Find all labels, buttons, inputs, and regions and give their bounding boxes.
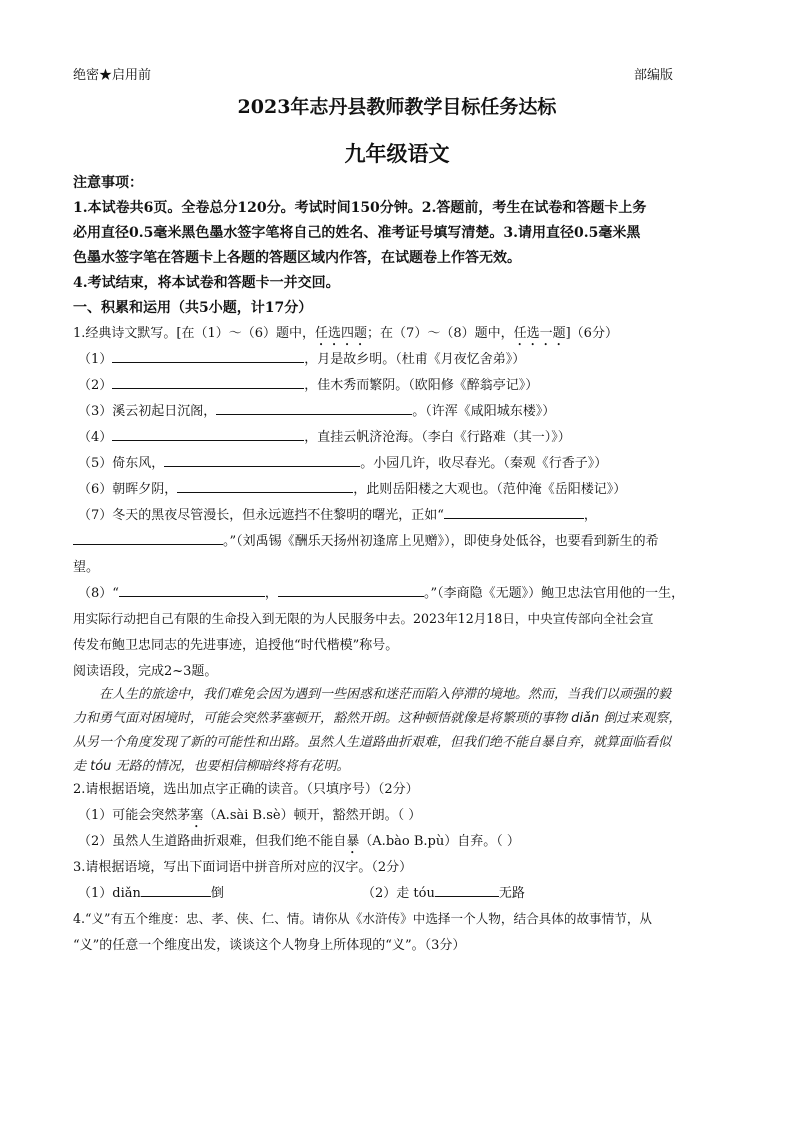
q1-item-8 [78,582,684,601]
answer-blank[interactable] [112,349,304,363]
reading-intro: 阅读语段，完成2~3题。 [73,664,218,679]
q3-item-2 [362,882,525,901]
q1-emphasis-text: 任选一题 [513,326,566,341]
item-text: （2）虽然人生道路曲折艰难，但我们绝不能自 [78,834,347,849]
q1-item-7 [78,504,597,523]
question-1-stem [73,322,618,349]
q1-item-3 [78,400,555,419]
question-4-stem: 4.“义”有五个维度：忠、孝、侠、仁、情。请你从《水浒传》中选择一个人物，结合具体的故事情节，从 [73,911,653,926]
item-text: ，此则岳阳楼之大观也。（范仲淹《岳阳楼记》） [353,482,627,497]
passage-line: 力和勇气面对困境时，可能会突然茅塞顿开，豁然开朗。这种顿悟就像是将繁琐的事物 diǎn 倒过来观察， [73,711,682,726]
item-text: 无路 [498,886,525,901]
passage-line: 在人生的旅途中，我们难免会因为遇到一些困惑和迷茫而陷入停滞的境地。然而，当我们以顽强的毅 [99,687,672,702]
edition-label: 部编版 [634,68,674,83]
notice-heading: 注意事项： [73,175,143,191]
answer-blank[interactable] [216,401,412,415]
item-text: ，佳木秀而繁阴。（欧阳修《醉翁亭记》） [304,378,539,393]
answer-blank[interactable] [435,883,499,897]
q1-stem-text: 1.经典诗文默写。[在（1）～（6）题中， [73,326,316,341]
item-text: ，直挂云帆济沧海。（李白《行路难（其一）》） [304,430,571,445]
notice-line: 4.考试结束，将本试卷和答题卡一并交回。 [73,275,340,291]
q1-item-1 [78,348,525,367]
answer-blank[interactable] [177,479,353,493]
answer-blank[interactable] [119,583,265,597]
question-2-stem: 2.请根据语境，选出加点字正确的读音。（只填序号）（2分） [73,782,419,797]
q1-item-4 [78,426,571,445]
item-text: 。”（刘禹锡《酬乐天扬州初逢席上见赠》），即使身处低谷，也要看到新生的希 [223,534,659,549]
item-text: （3）溪云初起日沉阁， [78,404,217,419]
answer-blank[interactable] [444,505,584,519]
item-text: 倒 [210,886,224,901]
item-text: ，月是故乡明。（杜甫《月夜忆舍弟》） [304,352,526,367]
dotted-char: 塞 [190,808,204,823]
item-number: （4） [78,430,113,445]
item-text: （2）走 tóu [362,886,435,901]
item-text: （8）“ [78,586,119,601]
confidential-label: 绝密★启用前 [73,68,152,83]
page-title: 2023年志丹县教师教学目标任务达标 [237,96,557,118]
item-text: （1）diǎn [78,886,141,901]
item-text: （6）朝晖夕阴， [78,482,178,497]
answer-blank[interactable] [278,583,424,597]
question-3-stem: 3.请根据语境，写出下面词语中拼音所对应的汉字。（2分） [73,860,413,875]
reading-passage [73,683,723,779]
item-number: （2） [78,378,113,393]
q1-item-7-cont [73,530,659,549]
q1-item-6 [78,478,626,497]
answer-blank[interactable] [141,883,211,897]
section-heading: 一、积累和运用（共5小题，计17分） [73,300,313,316]
notice-line: 1.本试卷共6页。全卷总分120分。考试时间150分钟。2.答题前，考生在试卷和答题卡上务 [73,200,647,216]
q2-item-1 [78,804,421,831]
answer-blank[interactable] [164,453,360,467]
item-text: （A.sài B.sè）顿开，豁然开朗。（ ） [203,808,422,823]
item-text: （A.bào B.pù）自弃。（ ） [359,834,520,849]
q1-stem-text: ]（6分） [565,326,618,341]
item-number: （1） [78,352,113,367]
passage-line: 从另一个角度发现了新的可能性和出路。虽然人生道路曲折艰难，但我们绝不能自暴自弃，就算面临看似 [73,735,672,750]
question-4-stem: “义”的任意一个维度出发，谈谈这个人物身上所体现的“义”。（3分） [73,938,466,953]
q1-item-8-cont: 传发布鲍卫忠同志的先进事迹，追授他“时代楷模”称号。 [73,638,399,653]
q2-item-2 [78,830,520,857]
answer-blank[interactable] [112,375,304,389]
q1-item-8-cont: 用实际行动把自己有限的生命投入到无限的为人民服务中去。2023年12月18日，中央宣传部向全社会宣 [73,611,654,626]
q1-item-7-end: 望。 [73,560,100,575]
q1-emphasis-text: 任选四题 [315,326,368,341]
item-text: ， [583,508,597,523]
item-text: 。（许浑《咸阳城东楼》） [412,404,556,419]
item-text: 。”（李商隐《无题》）鲍卫忠法官用他的一生， [423,586,685,601]
notice-line: 必用直径0.5毫米黑色墨水签字笔将自己的姓名、准考证号填写清楚。3.请用直径0.5毫米黑 [73,225,641,241]
item-text: （1）可能会突然茅 [78,808,191,823]
passage-line: 走 tóu 无路的情况，也要相信柳暗终将有花明。 [73,759,350,774]
item-text: ， [264,586,278,601]
q1-stem-text: ；在（7）～（8）题中， [367,326,514,341]
item-text: （7）冬天的黑夜尽管漫长，但永远遮挡不住黎明的曙光，正如“ [78,508,444,523]
item-text: （5）倚东风， [78,456,165,471]
page-subtitle: 九年级语文 [344,141,450,166]
q1-item-5 [78,452,607,471]
q1-item-2 [78,374,538,393]
answer-blank[interactable] [112,427,304,441]
answer-blank[interactable] [73,531,223,545]
notice-line: 色墨水签字笔在答题卡上各题的答题区域内作答，在试题卷上作答无效。 [73,250,521,266]
item-text: 。小园几许，收尽春光。（秦观《行香子》） [360,456,608,471]
dotted-char: 暴 [346,834,360,849]
q3-item-1 [78,882,224,901]
